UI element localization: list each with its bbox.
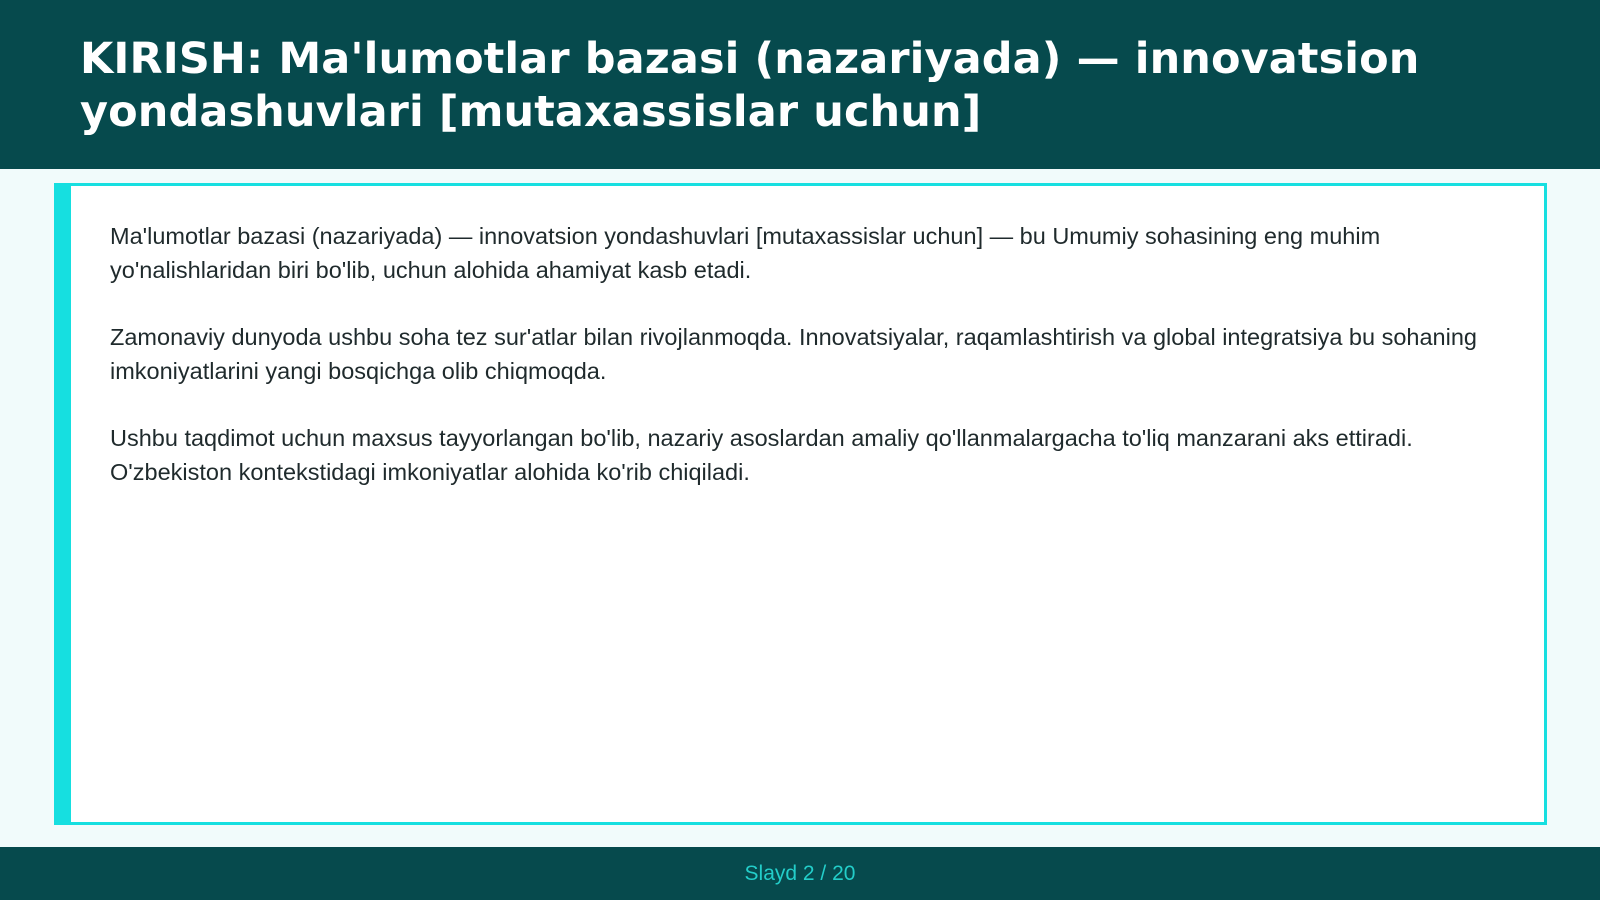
slide-footer (0, 847, 1600, 900)
slide-number: Slayd 2 / 20 (744, 862, 856, 885)
modern-world-paragraph: Zamonaviy dunyoda ushbu soha tez sur'atlar bilan rivojlanmoqda. Innovatsiyalar, raqamlashtirish va global integratsiya bu sohaning imkoniyatlarini yangi bosqichga olib chiqmoqda. (110, 324, 1477, 384)
content-card (54, 183, 1547, 825)
presentation-purpose-paragraph: Ushbu taqdimot uchun maxsus tayyorlangan bo'lib, nazariy asoslardan amaliy qo'llanmalargacha to'liq manzarani aks ettiradi. O'zbekiston kontekstidagi imkoniyatlar alohida ko'rib chiqiladi. (110, 425, 1413, 485)
slide-title: KIRISH: Ma'lumotlar bazasi (nazariyada) — innovatsion yondashuvlari [mutaxassislar uchun] (80, 34, 1420, 137)
slide-header (0, 0, 1600, 169)
intro-paragraph: Ma'lumotlar bazasi (nazariyada) — innovatsion yondashuvlari [mutaxassislar uchun] — bu Umumiy sohasining eng muhim yo'nalishlaridan biri bo'lib, uchun alohida ahamiyat kasb etadi. (110, 223, 1381, 283)
